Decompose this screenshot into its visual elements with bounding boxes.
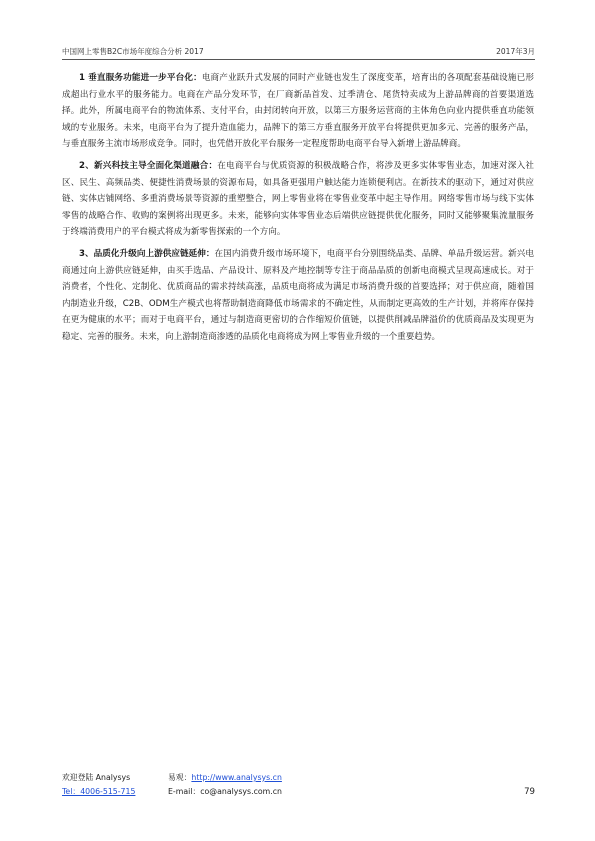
page-footer	[62, 772, 535, 800]
footer-welcome: 欢迎登陆 Analysys	[62, 773, 131, 782]
document-body	[62, 70, 534, 351]
page-header	[62, 46, 535, 60]
paragraph-channel-fusion	[62, 158, 534, 241]
paragraph-text: 在国内消费升级市场环境下，电商平台分别围绕品类、品牌、单品升级运营。新兴电商通过向上游供应链延伸，由买手选品、产品设计、原料及产地控制等专注于商品品质的创新电商模式呈现高速成长。对于消费者，个性化、定制化、优质商品的需求持续高涨，品质电商将成为满足市场消费升级的首要选择；对于供应商，随着国内制造业升级，C2B、ODM生产模式也将帮助制造商降低市场需求的不确定性，从而制定更高效的生产计划，并将库存保持在更为健康的水平；而对于电商平台，通过与制造商更密切的合作缩短价值链，以提供削减品牌溢价的优质商品及实现更为稳定、完善的服务。未来，向上游制造商渗透的品质化电商将成为网上零售业升级的一个重要趋势。	[62, 248, 534, 342]
page-number: 79	[524, 787, 535, 797]
footer-email: E-mail：co@analysys.com.cn	[168, 787, 282, 796]
paragraph-lead: 3、品质化升级向上游供应链延伸：	[79, 248, 215, 259]
paragraph-lead: 1 垂直服务功能进一步平台化：	[79, 73, 202, 83]
paragraph-lead: 2、新兴科技主导全面化渠道融合：	[79, 160, 218, 171]
website-link[interactable]: http://www.analysys.cn	[191, 773, 282, 782]
header-date: 2017年3月	[496, 47, 535, 56]
footer-website-label: 易观：	[168, 773, 192, 782]
paragraph-quality-upgrade	[62, 246, 534, 346]
paragraph-text: 电商产业跃升式发展的同时产业链也发生了深度变革，培育出的各项配套基础设施已形成超出行业水平的服务能力。电商在产品分发环节，在厂商新品首发、过季清仓、尾货特卖成为上游品牌商的首要渠道选择。此外，所属电商平台的物流体系、支付平台，由封闭转向开放，以第三方服务运营商的主体角色向业内提供垂直功能领域的专业服务。未来，电商平台为了提升造血能力，品牌下的第三方垂直服务开放平台将提供更加多元、完善的服务产品，与垂直服务主流市场形成竞争。同时，也凭借开放化平台服务一定程度帮助电商平台导入新增上游品牌商。	[62, 73, 534, 150]
footer-website	[168, 772, 535, 783]
header-title: 中国网上零售B2C市场年度综合分析 2017	[62, 47, 204, 56]
paragraph-vertical-services	[62, 70, 534, 153]
paragraph-text: 在电商平台与优质资源的积极战略合作，将涉及更多实体零售业态，加速对深入社区、民生、高频品类、便捷性消费场景的资源布局，如具备更强用户触达能力连锁便利店。在新技术的驱动下，通过对供应链、实体店铺网络、多重消费场景等资源的重塑整合，网上零售业将在零售业变革中起主导作用。网络零售市场与线下实体零售的战略合作、收购的案例将出现更多。未来，能够向实体零售业态后端供应链提供优化服务，同时又能够聚集流量服务于终端消费用户的平台模式将成为新零售探索的一个方向。	[62, 160, 534, 238]
tel-link[interactable]: Tel：4006-515-715	[62, 787, 136, 796]
